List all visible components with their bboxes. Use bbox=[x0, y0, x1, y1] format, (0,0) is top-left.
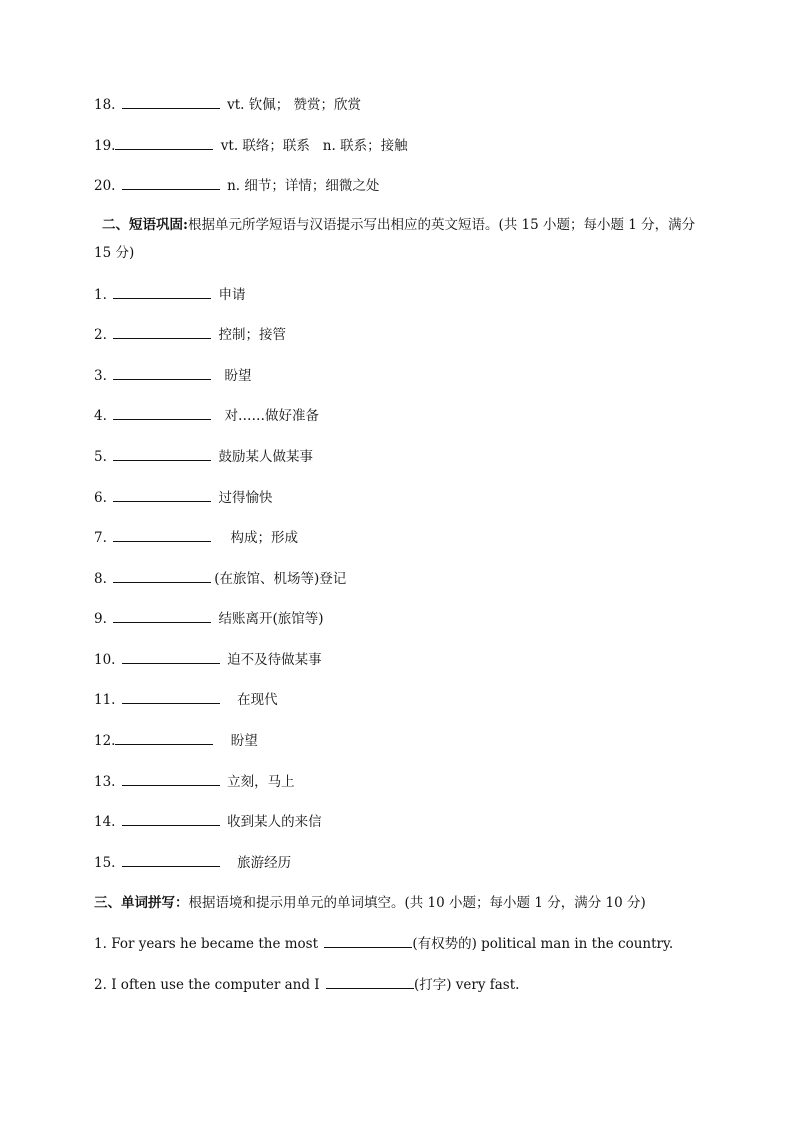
item-hint: 盼望 bbox=[224, 368, 252, 384]
answer-blank[interactable] bbox=[113, 527, 211, 542]
item-hint: 旅游经历 bbox=[237, 855, 292, 871]
sentence-after: (有权势的) political man in the country. bbox=[412, 936, 674, 952]
section-instruction: 根据单元所学短语与汉语提示写出相应的英文短语。(共 15 小题；每小题 1 分，满分 15 分) bbox=[94, 217, 696, 261]
answer-blank[interactable] bbox=[122, 811, 220, 826]
phrase-item bbox=[94, 608, 324, 629]
phrase-item bbox=[94, 324, 286, 345]
item-hint: 在现代 bbox=[237, 692, 278, 708]
sentence-after: (打字) very fast. bbox=[413, 977, 520, 993]
item-number: 5. bbox=[94, 449, 107, 465]
item-number: 11. bbox=[94, 692, 116, 708]
vocab-item-20 bbox=[94, 175, 379, 196]
item-number: 13. bbox=[94, 774, 116, 790]
answer-blank[interactable] bbox=[113, 284, 211, 299]
item-number: 19. bbox=[94, 138, 116, 154]
item-number: 8. bbox=[94, 571, 107, 587]
item-hint: 构成；形成 bbox=[230, 530, 298, 546]
vocab-item-18 bbox=[94, 94, 361, 115]
section-instruction: 根据语境和提示用单元的单词填空。(共 10 小题；每小题 1 分，满分 10 分) bbox=[188, 895, 646, 911]
phrase-item bbox=[94, 689, 278, 710]
vocab-item-19 bbox=[94, 135, 408, 156]
section-title: 二、短语巩固: bbox=[102, 217, 188, 233]
item-hint: 迫不及待做某事 bbox=[227, 652, 322, 668]
phrase-item bbox=[94, 811, 322, 832]
phrase-item bbox=[94, 284, 245, 305]
spelling-item bbox=[94, 933, 673, 954]
item-number: 9. bbox=[94, 611, 107, 627]
answer-blank[interactable] bbox=[115, 730, 213, 745]
phrase-item bbox=[94, 446, 313, 467]
answer-blank[interactable] bbox=[324, 933, 412, 948]
answer-blank[interactable] bbox=[326, 974, 414, 989]
item-number: 3. bbox=[94, 368, 107, 384]
answer-blank[interactable] bbox=[113, 324, 211, 339]
sentence-before: I often use the computer and I bbox=[111, 977, 320, 993]
answer-blank[interactable] bbox=[113, 405, 211, 420]
item-number: 18. bbox=[94, 97, 116, 113]
answer-blank[interactable] bbox=[122, 852, 220, 867]
item-number: 12. bbox=[94, 733, 116, 749]
item-number: 20. bbox=[94, 178, 116, 194]
answer-blank[interactable] bbox=[122, 771, 220, 786]
answer-blank[interactable] bbox=[122, 689, 220, 704]
sentence-before: For years he became the most bbox=[111, 936, 319, 952]
item-number: 2. bbox=[94, 977, 107, 993]
item-number: 6. bbox=[94, 490, 107, 506]
item-hint: n. 细节；详情；细微之处 bbox=[227, 178, 380, 194]
phrase-item bbox=[94, 405, 319, 426]
item-number: 7. bbox=[94, 530, 107, 546]
answer-blank[interactable] bbox=[115, 135, 213, 150]
section-3-header bbox=[94, 893, 646, 913]
answer-blank[interactable] bbox=[122, 649, 220, 664]
answer-blank[interactable] bbox=[113, 568, 211, 583]
answer-blank[interactable] bbox=[113, 608, 211, 623]
phrase-item bbox=[94, 852, 291, 873]
item-hint: 立刻，马上 bbox=[227, 774, 295, 790]
item-number: 15. bbox=[94, 855, 116, 871]
answer-blank[interactable] bbox=[122, 175, 220, 190]
item-hint: vt. 钦佩； 赞赏；欣赏 bbox=[227, 97, 362, 113]
item-hint: 对……做好准备 bbox=[224, 408, 319, 424]
phrase-item bbox=[94, 649, 322, 670]
phrase-item bbox=[94, 365, 251, 386]
item-hint: 过得愉快 bbox=[218, 490, 273, 506]
spelling-item bbox=[94, 974, 519, 995]
answer-blank[interactable] bbox=[113, 487, 211, 502]
section-title: 三、单词拼写： bbox=[94, 895, 189, 911]
item-hint: 鼓励某人做某事 bbox=[218, 449, 313, 465]
answer-blank[interactable] bbox=[113, 446, 211, 461]
phrase-item bbox=[94, 487, 272, 508]
item-hint: vt. 联络；联系 n. 联系；接触 bbox=[220, 138, 408, 154]
answer-blank[interactable] bbox=[113, 365, 211, 380]
item-hint: 收到某人的来信 bbox=[227, 814, 322, 830]
item-number: 10. bbox=[94, 652, 116, 668]
item-number: 2. bbox=[94, 327, 107, 343]
item-hint: 申请 bbox=[218, 287, 246, 303]
answer-blank[interactable] bbox=[122, 94, 220, 109]
item-hint: 结账离开(旅馆等) bbox=[218, 611, 324, 627]
item-number: 1. bbox=[94, 287, 107, 303]
phrase-item bbox=[94, 568, 346, 589]
item-hint: 盼望 bbox=[230, 733, 258, 749]
item-hint: (在旅馆、机场等)登记 bbox=[214, 571, 347, 587]
phrase-item bbox=[94, 730, 258, 751]
item-hint: 控制；接管 bbox=[218, 327, 286, 343]
item-number: 4. bbox=[94, 408, 107, 424]
phrase-item bbox=[94, 527, 298, 548]
item-number: 1. bbox=[94, 936, 107, 952]
section-2-header bbox=[94, 211, 704, 267]
phrase-item bbox=[94, 771, 295, 792]
item-number: 14. bbox=[94, 814, 116, 830]
